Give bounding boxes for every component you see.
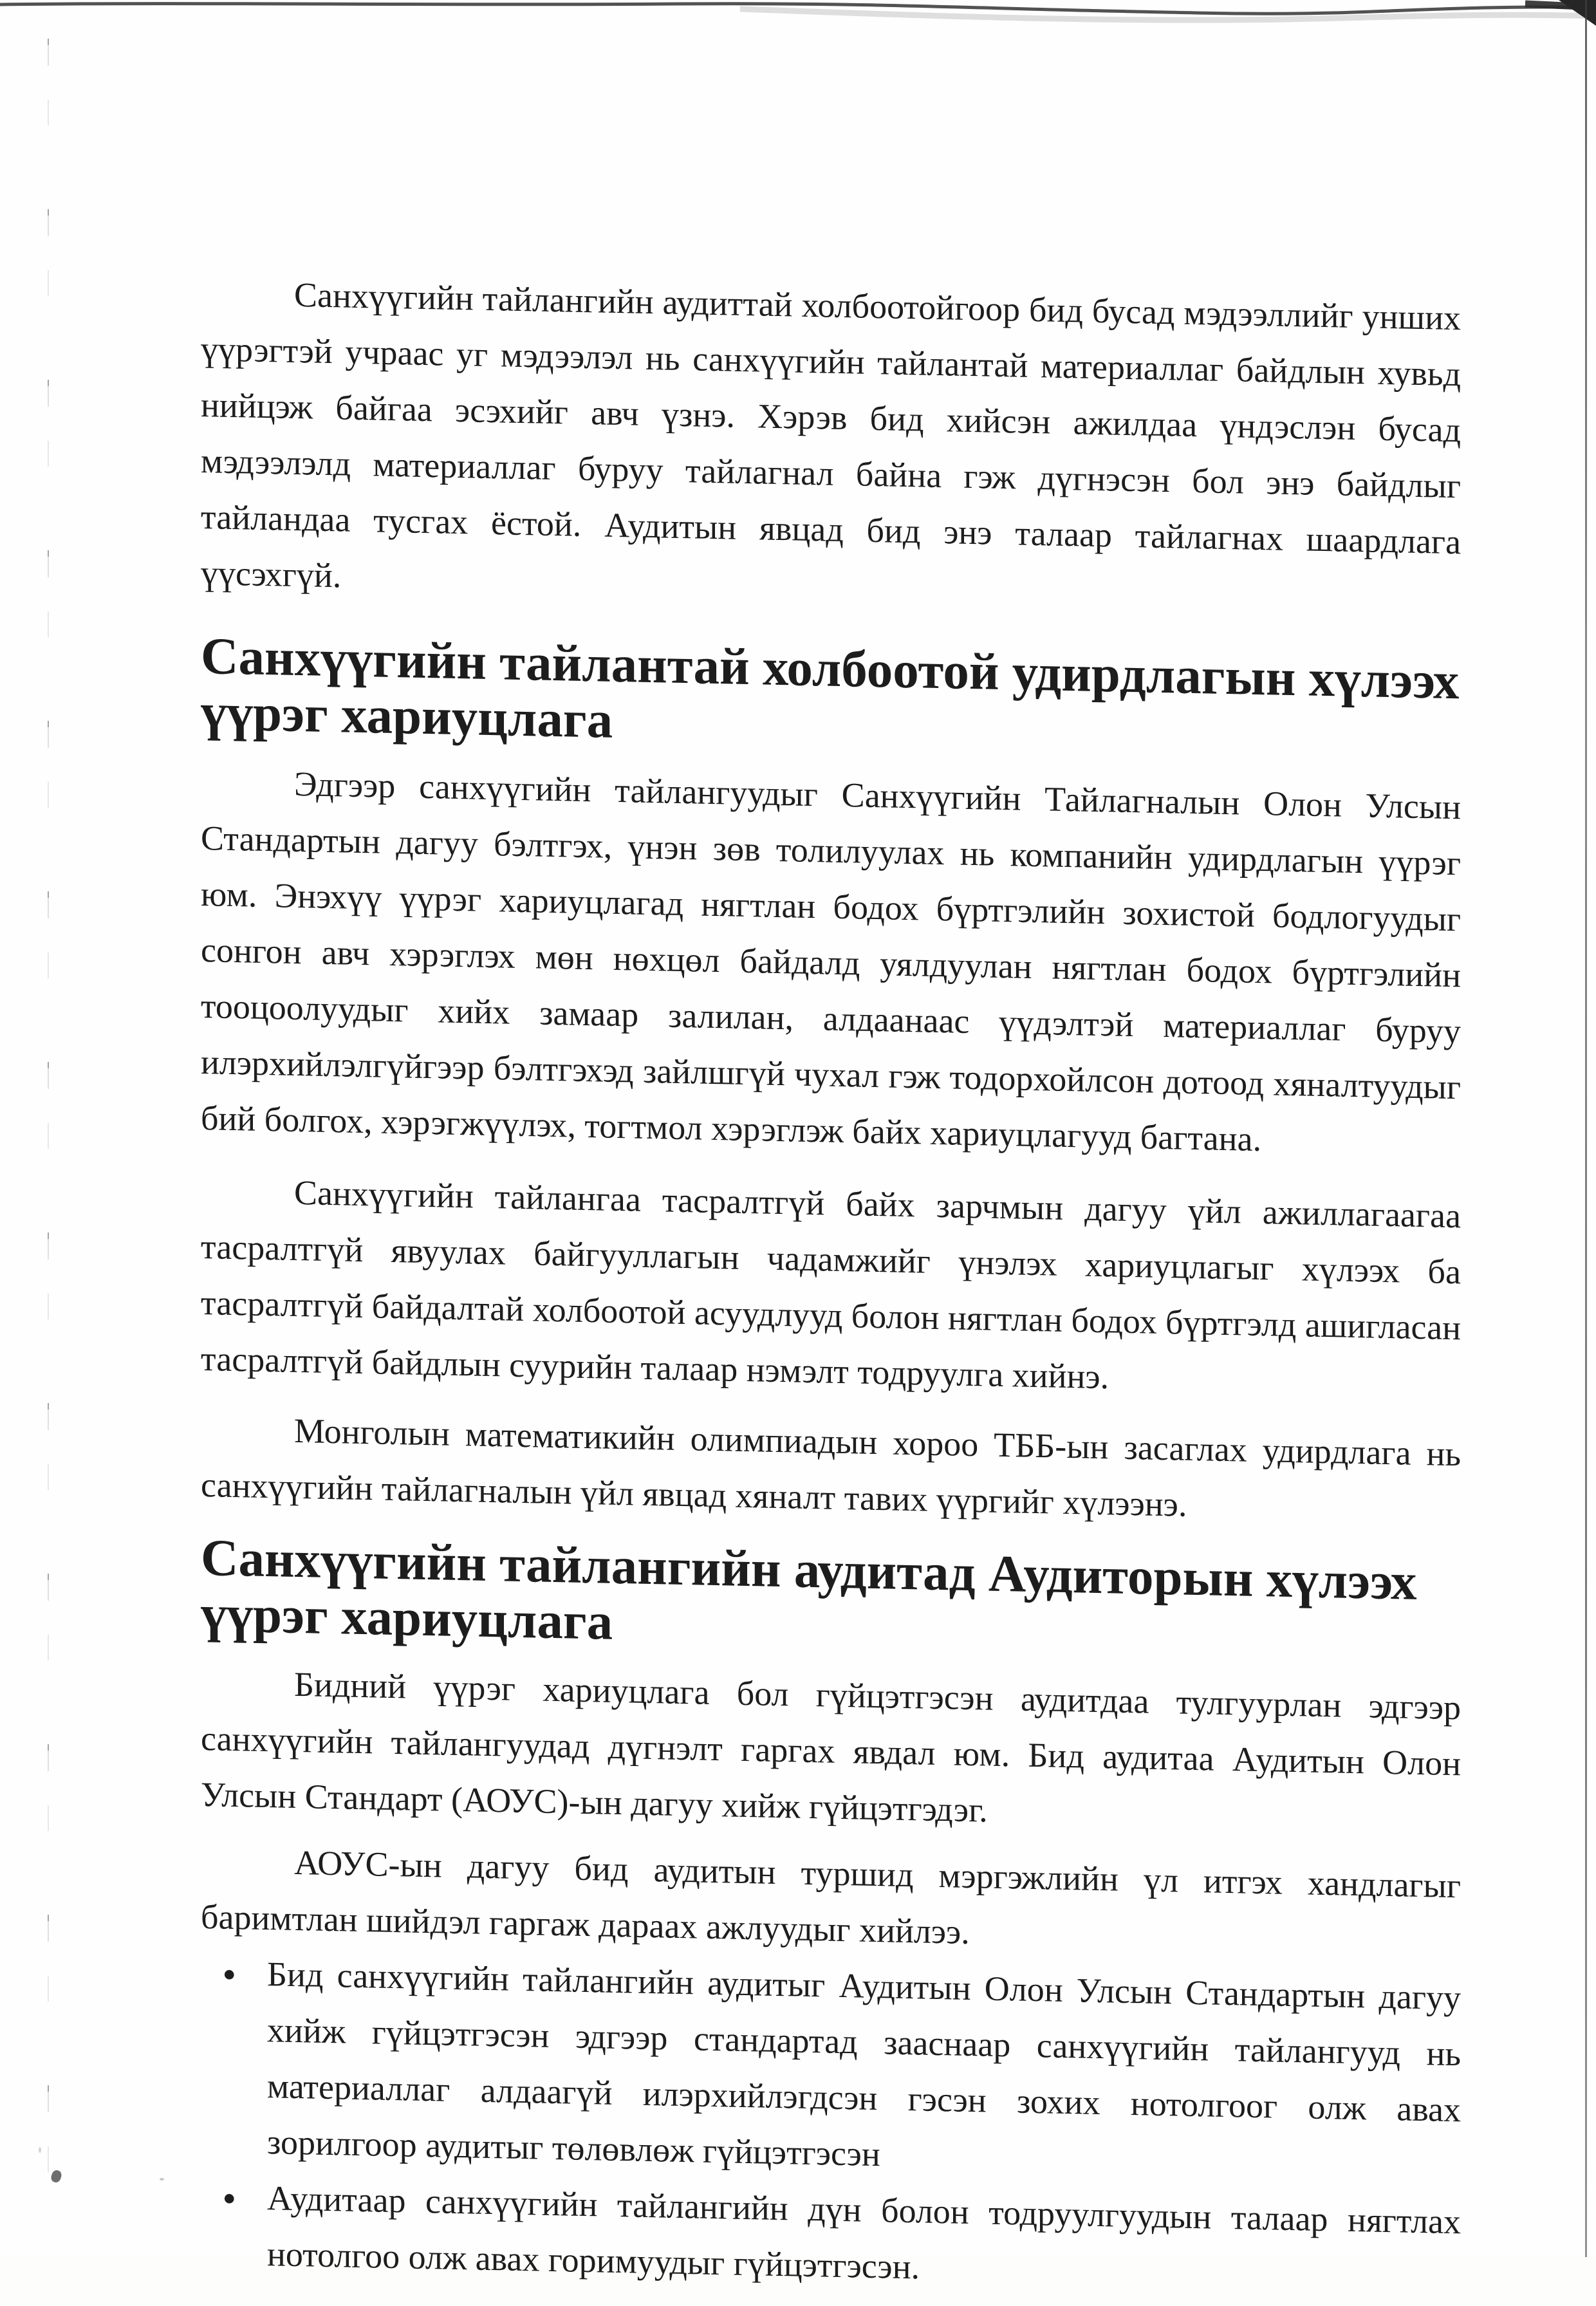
bullet-item-audit-planning	[201, 1945, 1461, 2194]
bullet-icon: ●	[223, 1962, 236, 1987]
scan-speck	[160, 2178, 164, 2180]
scan-right-edge-line	[1585, 0, 1587, 2257]
paragraph-isa-approach: АОУС-ын дагуу бид аудитын туршид мэргэжлийн үл итгэх хандлагыг баримтлан шийдэл гаргаж дараах ажлуудыг хийлээ.	[201, 1843, 1461, 1951]
document-text-block	[201, 265, 1461, 2306]
paragraph-management-duties: Эдгээр санхүүгийн тайлангуудыг Санхүүгийн Тайлагналын Олон Улсын Стандартын дагуу бэлтгэх, үнэн зөв толилуулах нь компанийн удирдлагын үүрэг юм. Энэхүү үүрэг хариуцлагад нягтлан бодох бүртгэлийн зохистой бодлогуудыг сонгон авч хэрэглэх мөн нөхцөл байдалд уялдуулан нягтлан бодох бүртгэлийн тооцоолуудыг хийх замаар залилан, алдаанаас үүдэлтэй материаллаг буруу илэрхийлэлгүйгээр бэлтгэхэд зайлшгүй чухал гэж тодорхойлсон дотоод хяналтуудыг бий болгох, хэрэгжүүлэх, тогтмол хэрэглэж байх хариуцлагууд багтана.	[201, 764, 1461, 1159]
bullet-item-text: Бид санхүүгийн тайлангийн аудитыг Аудитын Олон Улсын Стандартын дагуу хийж гүйцэтгэсэн эдгээр стандартад зааснаар санхүүгийн тайлангууд нь материаллаг алдаагүй илэрхийлэгдсэн гэсэн зохих нотолгоог олж авах зорилгоор аудитыг төлөвлөж гүйцэтгэсэн	[267, 1955, 1461, 2174]
bullet-icon: ●	[223, 2186, 236, 2211]
paragraph-going-concern: Санхүүгийн тайлангаа тасралтгүй байх зарчмын дагуу үйл ажиллагаагаа тасралтгүй явуулах байгууллагын чадамжийг үнэлэх хариуцлагыг хүлээх ба тасралтгүй байдалтай холбоотой асуудлууд болон нягтлан бодох бүртгэлд ашигласан тасралтгүй байдлын суурийн талаар нэмэлт тодруулга хийнэ.	[201, 1173, 1461, 1397]
heading-management-responsibility: Санхүүгийн тайлантай холбоотой удирдлагын хүлээх үүрэг хариуцлага	[201, 627, 1460, 749]
scan-speck	[39, 2147, 41, 2153]
scan-left-fold-line	[48, 39, 49, 2182]
paragraph-other-information: Санхүүгийн тайлангийн аудиттай холбоотойгоор бид бусад мэдээллийг унших үүрэгтэй учраас уг мэдээлэл нь санхүүгийн тайлантай материаллаг байдлын хувьд нийцэж байгаа эсэхийг авч үзнэ. Хэрэв бид хийсэн ажилдаа үндэслэн бусад мэдээлэлд материаллаг буруу тайлагнал байна гэж дүгнэсэн бол энэ байдлыг тайландаа тусгах ёстой. Аудитын явцад бид энэ талаар тайлагнах шаардлага үүсэхгүй.	[201, 275, 1461, 595]
paragraph-governance-oversight: Монголын математикийн олимпиадын хороо ТББ-ын засаглах удирдлага нь санхүүгийн тайлагналын үйл явцад хяналт тавих үүргийг хүлээнэ.	[201, 1411, 1461, 1524]
bullet-item-text: Аудитаар санхүүгийн тайлангийн дүн болон тодруулгуудын талаар нягтлах нотолгоо олж авах горимуудыг гүйцэтгэсэн.	[267, 2179, 1461, 2287]
scan-top-edge-artifact	[0, 0, 1596, 31]
scan-smudge-mark	[50, 2169, 62, 2184]
heading-auditor-responsibility: Санхүүгийн тайлангийн аудитад Аудиторын хүлээх үүрэг хариуцлага	[201, 1529, 1417, 1651]
paragraph-auditor-duties: Бидний үүрэг хариуцлага бол гүйцэтгэсэн аудитдаа тулгуурлан эдгээр санхүүгийн тайлангуудад дүгнэлт гаргах явдал юм. Бид аудитаа Аудитын Олон Улсын Стандарт (АОУС)-ын дагуу хийж гүйцэтгэдэг.	[201, 1664, 1461, 1830]
